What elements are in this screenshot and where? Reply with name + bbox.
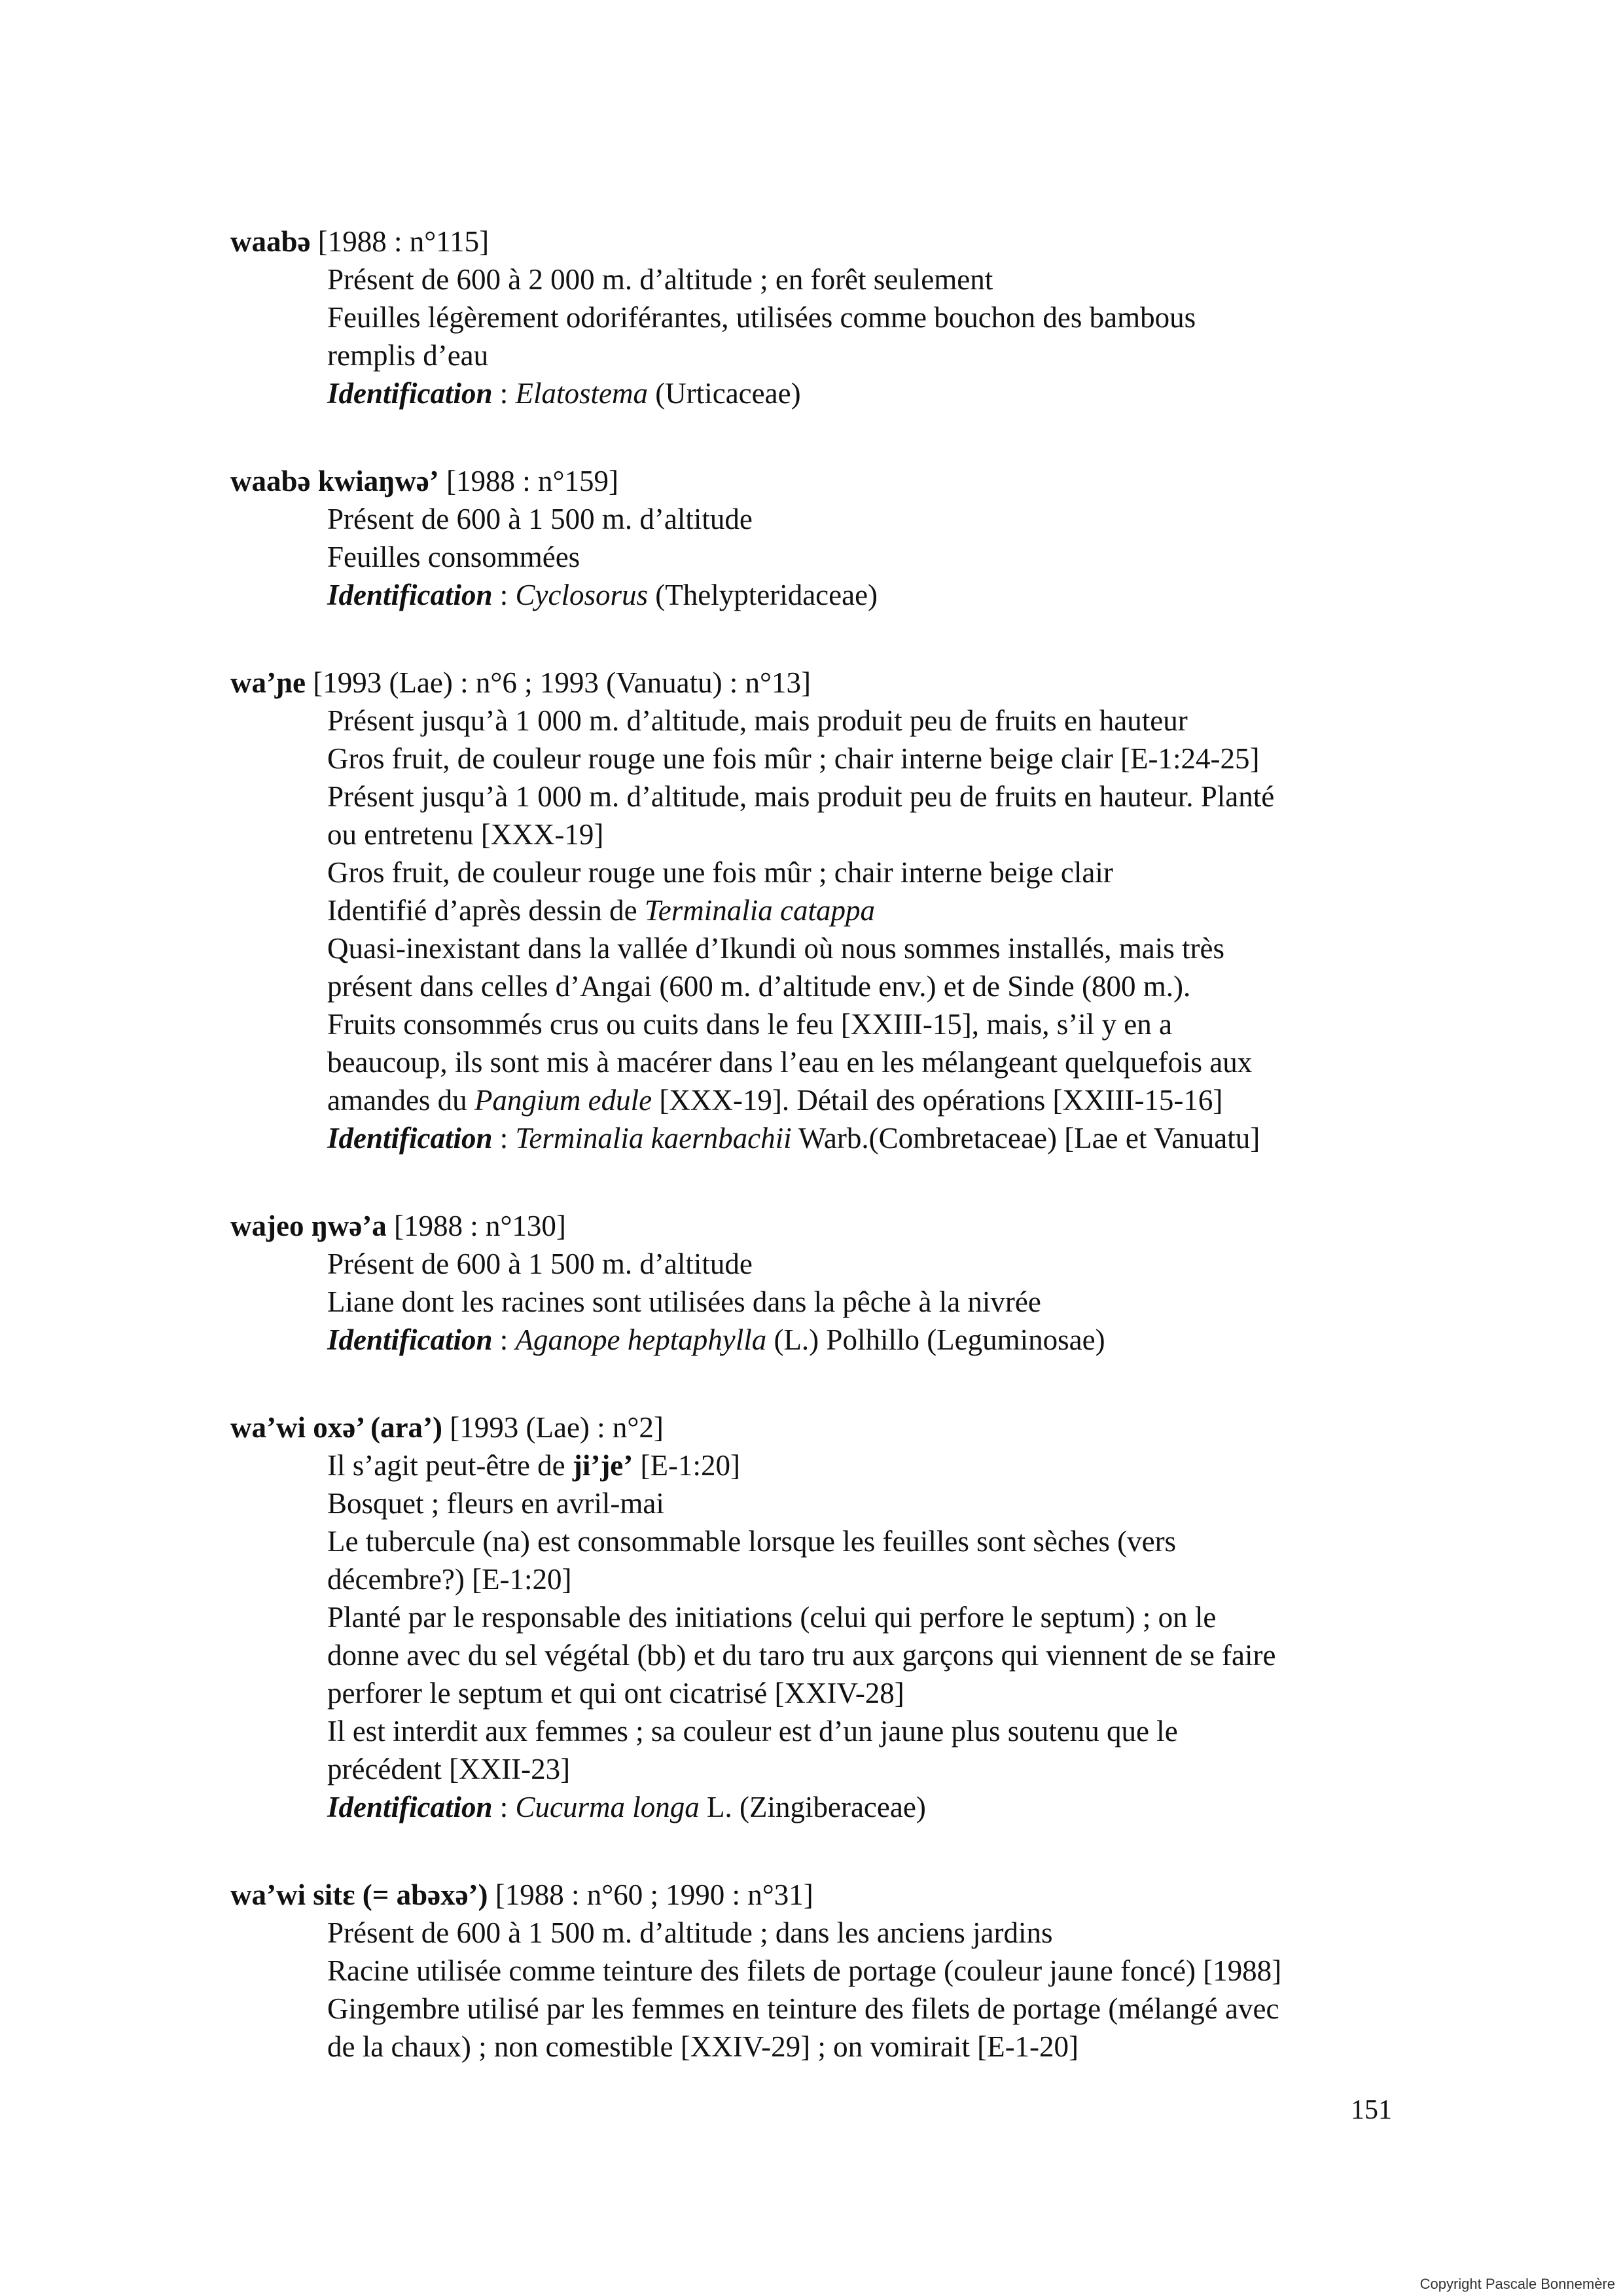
copyright-notice: Copyright Pascale Bonnemère: [1419, 2276, 1615, 2292]
dictionary-entry: [230, 1876, 1395, 2066]
entry-line: Fruits consommés crus ou cuits dans le feu [XXIII-15], mais, s’il y en a: [327, 1008, 1172, 1041]
entry-line: de la chaux) ; non comestible [XXIV-29] ; on vomirait [E-1-20]: [327, 2030, 1079, 2063]
headword: waabə kwiaŋwə’: [230, 465, 439, 497]
identification-line: Identification : Terminalia kaernbachii Warb.(Combretaceae) [Lae et Vanuatu]: [327, 1122, 1260, 1155]
cross-reference-term: ji’je’: [572, 1449, 633, 1482]
headword: wajeo ŋwə’a: [230, 1210, 387, 1242]
taxon-name: Cyclosorus: [515, 579, 649, 611]
entry-line: présent dans celles d’Angai (600 m. d’altitude env.) et de Sinde (800 m.).: [327, 970, 1191, 1003]
taxon-name: Pangium edule: [474, 1084, 652, 1117]
see-also-line: [327, 1446, 1395, 1484]
entry-line: Présent de 600 à 1 500 m. d’altitude ; dans les anciens jardins: [327, 1916, 1053, 1949]
page-number: 151: [1351, 2095, 1392, 2125]
line-text: amandes du: [327, 1084, 474, 1117]
dictionary-entry: [230, 462, 1395, 614]
dictionary-entry: [230, 664, 1395, 1157]
entry-list: [230, 223, 1395, 2115]
entry-line: Planté par le responsable des initiations (celui qui perfore le septum) ; on le: [327, 1601, 1217, 1634]
entry-line: ou entretenu [XXX-19]: [327, 818, 604, 851]
entry-body: [327, 702, 1395, 1157]
entry-line: Gros fruit, de couleur rouge une fois mûr ; chair interne beige clair: [327, 856, 1113, 889]
taxon-name: Terminalia catappa: [644, 894, 875, 927]
identification-line: Identification : Elatostema (Urticaceae): [327, 377, 801, 410]
taxon-family: (Urticaceae): [648, 377, 801, 410]
entry-line: Feuilles consommées: [327, 541, 580, 573]
entry-headline: [230, 462, 1395, 500]
entry-headline: [230, 1876, 1395, 1914]
entry-line: précédent [XXII-23]: [327, 1753, 571, 1785]
entry-line: [327, 1081, 1395, 1119]
entry-body: [327, 1914, 1395, 2066]
taxon-name: Terminalia kaernbachii: [515, 1122, 792, 1155]
entry-reference: [1988 : n°60 ; 1990 : n°31]: [488, 1878, 813, 1911]
entry-line: Liane dont les racines sont utilisées dans la pêche à la nivrée: [327, 1285, 1041, 1318]
headword: wa’wi sitɛ (= abəxə’): [230, 1878, 488, 1911]
entry-line: Présent jusqu’à 1 000 m. d’altitude, mais produit peu de fruits en hauteur. Planté: [327, 780, 1275, 813]
dictionary-entry: [230, 1408, 1395, 1826]
identification-line: Identification : Aganope heptaphylla (L.) Polhillo (Leguminosae): [327, 1323, 1105, 1356]
headword: wa’ɲe: [230, 666, 306, 699]
entry-body: [327, 1446, 1395, 1826]
entry-line: Feuilles légèrement odoriférantes, utilisées comme bouchon des bambous: [327, 301, 1196, 334]
entry-headline: [230, 1207, 1395, 1245]
entry-line: Bosquet ; fleurs en avril-mai: [327, 1487, 664, 1520]
entry-line: Il est interdit aux femmes ; sa couleur est d’un jaune plus soutenu que le: [327, 1715, 1178, 1748]
line-text: [E-1:20]: [633, 1449, 740, 1482]
entry-line: Présent de 600 à 1 500 m. d’altitude: [327, 1247, 753, 1280]
headword: waabə: [230, 225, 311, 258]
entry-line: perforer le septum et qui ont cicatrisé [XXIV-28]: [327, 1677, 904, 1710]
dictionary-entry: [230, 223, 1395, 412]
identification-line: Identification : Cucurma longa L. (Zingiberaceae): [327, 1791, 926, 1823]
drawing-reference-text: Identifié d’après dessin de: [327, 894, 645, 927]
taxon-family: (L.) Polhillo (Leguminosae): [766, 1323, 1105, 1356]
taxon-family: Warb.(Combretaceae) [Lae et Vanuatu]: [791, 1122, 1260, 1155]
entry-line: décembre?) [E-1:20]: [327, 1563, 572, 1596]
entry-line: Quasi-inexistant dans la vallée d’Ikundi où nous sommes installés, mais très: [327, 932, 1225, 965]
entry-line: remplis d’eau: [327, 339, 489, 372]
entry-reference: [1993 (Lae) : n°6 ; 1993 (Vanuatu) : n°13]: [305, 666, 812, 699]
entry-line: Présent de 600 à 2 000 m. d’altitude ; en forêt seulement: [327, 263, 993, 296]
entry-line: Présent jusqu’à 1 000 m. d’altitude, mais produit peu de fruits en hauteur: [327, 704, 1188, 737]
dictionary-entry: [230, 1207, 1395, 1359]
line-text: [XXX-19]. Détail des opérations [XXIII-15-16]: [652, 1084, 1223, 1117]
entry-reference: [1988 : n°130]: [386, 1210, 566, 1242]
taxon-name: Cucurma longa: [515, 1791, 700, 1823]
entry-headline: [230, 664, 1395, 702]
entry-reference: [1993 (Lae) : n°2]: [442, 1411, 664, 1444]
identification-label: Identification: [327, 579, 493, 611]
taxon-name: Aganope heptaphylla: [515, 1323, 767, 1356]
entry-line: Gros fruit, de couleur rouge une fois mûr ; chair interne beige clair [E-1:24-25]: [327, 742, 1260, 775]
entry-line: Le tubercule (na) est consommable lorsque les feuilles sont sèches (vers: [327, 1525, 1177, 1558]
entry-reference: [1988 : n°159]: [438, 465, 618, 497]
taxon-name: Elatostema: [515, 377, 649, 410]
line-text: Il s’agit peut-être de: [327, 1449, 573, 1482]
entry-reference: [1988 : n°115]: [310, 225, 490, 258]
drawing-reference-line: [327, 891, 1395, 929]
entry-body: [327, 260, 1395, 412]
entry-line: Racine utilisée comme teinture des filets de portage (couleur jaune foncé) [1988]: [327, 1954, 1282, 1987]
identification-label: Identification: [327, 377, 493, 410]
entry-line: Présent de 600 à 1 500 m. d’altitude: [327, 503, 753, 535]
entry-body: [327, 500, 1395, 614]
entry-line: Gingembre utilisé par les femmes en teinture des filets de portage (mélangé avec: [327, 1992, 1279, 2025]
entry-line: donne avec du sel végétal (bb) et du taro tru aux garçons qui viennent de se faire: [327, 1639, 1276, 1672]
identification-line: Identification : Cyclosorus (Thelypteridaceae): [327, 579, 878, 611]
entry-headline: [230, 1408, 1395, 1446]
identification-label: Identification: [327, 1122, 493, 1155]
taxon-family: (Thelypteridaceae): [648, 579, 878, 611]
entry-body: [327, 1245, 1395, 1359]
entry-headline: [230, 223, 1395, 260]
identification-label: Identification: [327, 1791, 493, 1823]
taxon-family: L. (Zingiberaceae): [699, 1791, 926, 1823]
headword: wa’wi oxə’ (ara’): [230, 1411, 443, 1444]
identification-label: Identification: [327, 1323, 493, 1356]
entry-line: beaucoup, ils sont mis à macérer dans l’eau en les mélangeant quelquefois aux: [327, 1046, 1253, 1079]
